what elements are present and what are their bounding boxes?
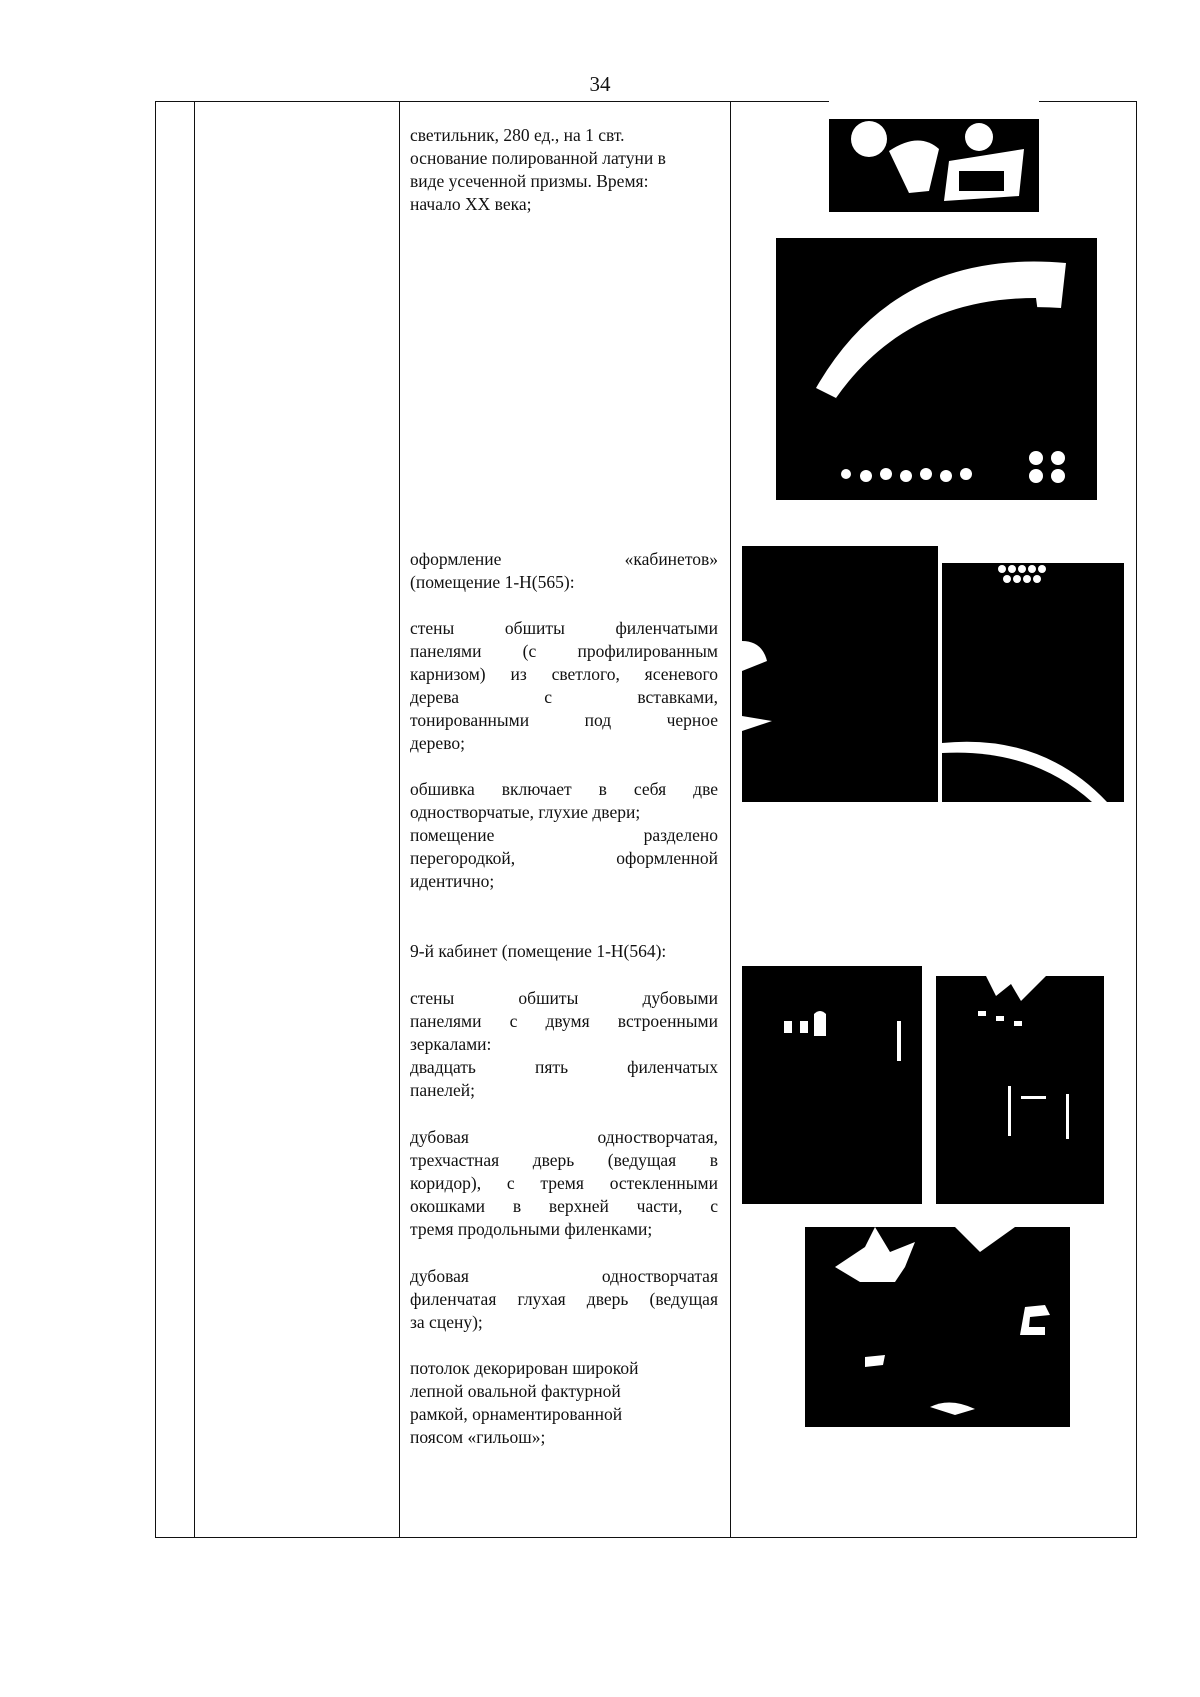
cabinet9-door-corridor	[410, 1126, 718, 1241]
text-line: панелей;	[410, 1080, 475, 1100]
cabinets-walls	[410, 617, 718, 755]
cabinet9-walls	[410, 987, 718, 1102]
text-line: (помещение 1-Н(565):	[410, 572, 575, 592]
text-line: трехчастная дверь (ведущая в	[410, 1150, 718, 1170]
lamp-photo-top	[829, 101, 1039, 212]
text-line: стены обшиты филенчатыми	[410, 618, 718, 638]
text-line: дерево;	[410, 733, 465, 753]
cabinets-doors	[410, 778, 718, 893]
text-line: оформление «кабинетов»	[410, 549, 718, 569]
text-line: тонированными под черное	[410, 710, 718, 730]
cabinet9-ceiling	[410, 1357, 700, 1449]
text-line: за сцену);	[410, 1312, 483, 1332]
text-line: дубовая одностворчатая,	[410, 1127, 718, 1147]
cabinets-photo-right	[942, 563, 1124, 802]
text-line: основание полированной латуни в	[410, 148, 666, 168]
text-line: тремя продольными филенками;	[410, 1219, 653, 1239]
text-line: 9-й кабинет (помещение 1-Н(564):	[410, 941, 667, 961]
text-line: дубовая одностворчатая	[410, 1266, 718, 1286]
text-line: рамкой, орнаментированной	[410, 1404, 623, 1424]
text-line: окошками в верхней части, с	[410, 1196, 718, 1216]
text-line: панелями (с профилированным	[410, 641, 718, 661]
text-line: потолок декорирован широкой	[410, 1358, 639, 1378]
cabinets-photo-left	[742, 546, 938, 802]
text-line: коридор), с тремя остекленными	[410, 1173, 718, 1193]
text-line: панелями с двумя встроенными	[410, 1011, 718, 1031]
text-line: поясом «гильош»;	[410, 1427, 546, 1447]
cabinet9-door-stage	[410, 1265, 718, 1334]
column-divider	[399, 102, 400, 1537]
cabinets-heading	[410, 548, 718, 594]
text-line: перегородкой, оформленной	[410, 848, 718, 868]
text-line: дерева с вставками,	[410, 687, 718, 707]
text-line: помещение разделено	[410, 825, 718, 845]
text-line: светильник, 280 ед., на 1 свт.	[410, 125, 625, 145]
text-line: лепной овальной фактурной	[410, 1381, 621, 1401]
cabinet9-photo-right	[936, 976, 1104, 1204]
cabinet9-photo-left	[742, 966, 922, 1204]
text-line: начало XX века;	[410, 194, 532, 214]
chandelier-photo	[776, 238, 1097, 500]
cabinet9-photo-ceiling	[805, 1227, 1070, 1427]
column-divider	[730, 102, 731, 1537]
column-divider	[194, 102, 195, 1537]
text-line: двадцать пять филенчатых	[410, 1057, 718, 1077]
cabinet9-heading	[410, 940, 718, 963]
text-line: зеркалами:	[410, 1034, 492, 1054]
text-line: стены обшиты дубовыми	[410, 988, 718, 1008]
lamp-description	[410, 124, 718, 216]
text-line: идентично;	[410, 871, 495, 891]
text-line: карнизом) из светлого, ясеневого	[410, 664, 718, 684]
text-line: виде усеченной призмы. Время:	[410, 171, 649, 191]
page-number: 34	[589, 72, 611, 96]
text-line: одностворчатые, глухие двери;	[410, 802, 641, 822]
text-line: обшивка включает в себя две	[410, 779, 718, 799]
text-line: филенчатая глухая дверь (ведущая	[410, 1289, 718, 1309]
